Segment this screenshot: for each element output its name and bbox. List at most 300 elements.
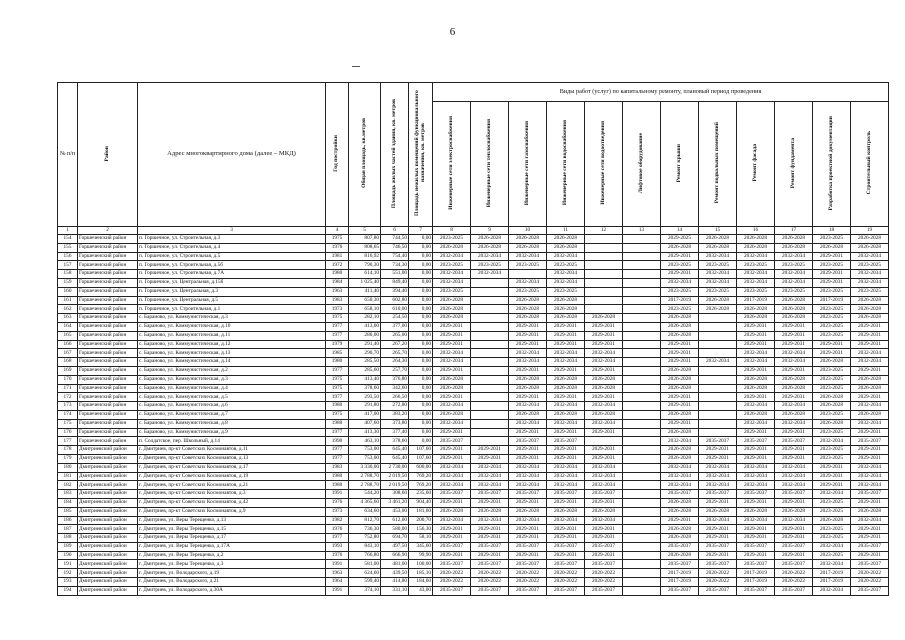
- table-cell-c16: 2029-2031: [737, 366, 775, 375]
- table-cell-c8: 2020-2022: [433, 569, 471, 578]
- header-works-title: Виды работ (услуг) по капитальному ремонту, плановый период проведения: [433, 83, 889, 102]
- table-cell-c10: 2026-2028: [509, 314, 547, 323]
- table-cell-district: Дмитриевский район: [78, 551, 138, 560]
- table-cell-district: Дмитриевский район: [78, 507, 138, 516]
- table-cell-c18: 2023-2025: [813, 498, 851, 507]
- table-cell-c15: 2026-2028: [699, 243, 737, 252]
- table-cell-address: г. Дмитриев, ул. Володарского, д.19: [138, 569, 326, 578]
- table-cell-n: 184: [58, 498, 78, 507]
- table-cell-c17: 2026-2028: [775, 384, 813, 393]
- table-cell-c17: 2035-2037: [775, 542, 813, 551]
- table-cell-living: 265,70: [381, 349, 409, 358]
- table-cell-living: 610,00: [381, 305, 409, 314]
- table-cell-c14: 2026-2028: [661, 410, 699, 419]
- table-cell-c10: 2032-2034: [509, 472, 547, 481]
- table-cell-address: с. Бараново, ул. Коммунистическая, д.7: [138, 410, 326, 419]
- table-cell-c14: 2026-2028: [661, 243, 699, 252]
- table-row: [58, 322, 889, 331]
- table-cell-nonliving: 0,00: [409, 410, 433, 419]
- table-cell-c13: [623, 366, 661, 375]
- table-cell-c14: 2029-2031: [661, 516, 699, 525]
- table-cell-address: г. Дмитриев, ул. Веры Терещенко, д.17А: [138, 542, 326, 551]
- table-cell-c13: [623, 384, 661, 393]
- table-cell-c14: 2026-2028: [661, 384, 699, 393]
- table-cell-c18: 2023-2025: [813, 375, 851, 384]
- table-row: [58, 481, 889, 490]
- table-cell-c12: 2032-2034: [585, 472, 623, 481]
- table-cell-living: 3 461,20: [381, 498, 409, 507]
- table-cell-c12: 2029-2031: [585, 366, 623, 375]
- table-cell-c10: 2032-2034: [509, 278, 547, 287]
- table-cell-c8: 2032-2034: [433, 481, 471, 490]
- table-cell-living: 645,40: [381, 454, 409, 463]
- table-cell-c15: [699, 322, 737, 331]
- table-cell-total: 290,70: [349, 349, 381, 358]
- table-cell-c8: 2023-2025: [433, 235, 471, 244]
- table-cell-c15: [699, 410, 737, 419]
- table-cell-c10: 2029-2031: [509, 454, 547, 463]
- table-cell-c16: 2035-2037: [737, 586, 775, 595]
- table-cell-c16: 2026-2028: [737, 243, 775, 252]
- header-work-type: Разработка проектной документации: [813, 102, 851, 227]
- table-cell-total: 544,20: [349, 490, 381, 499]
- table-cell-c16: 2029-2031: [737, 428, 775, 437]
- table-cell-c12: 2032-2034: [585, 419, 623, 428]
- table-cell-c14: 2026-2028: [661, 366, 699, 375]
- table-cell-c14: 2029-2031: [661, 402, 699, 411]
- table-cell-nonliving: 600,00: [409, 463, 433, 472]
- table-cell-n: 161: [58, 296, 78, 305]
- table-row: [58, 375, 889, 384]
- table-cell-nonliving: 100,00: [409, 560, 433, 569]
- table-cell-c12: 2020-2022: [585, 578, 623, 587]
- table-cell-address: с. Бараново, ул. Коммунистическая, д.13: [138, 349, 326, 358]
- table-row: [58, 296, 889, 305]
- table-cell-c9: 2026-2028: [471, 235, 509, 244]
- table-cell-c13: [623, 375, 661, 384]
- table-cell-c18: 2026-2028: [813, 516, 851, 525]
- table-cell-n: 180: [58, 463, 78, 472]
- table-cell-c8: 2029-2031: [433, 340, 471, 349]
- table-cell-c13: [623, 542, 661, 551]
- table-cell-c12: 2029-2031: [585, 551, 623, 560]
- table-cell-c12: [585, 235, 623, 244]
- table-cell-address: с. Бараново, ул. Коммунистическая, д.10: [138, 322, 326, 331]
- table-cell-c12: 2020-2022: [585, 569, 623, 578]
- table-cell-c13: [623, 402, 661, 411]
- table-cell-living: 414,80: [381, 578, 409, 587]
- table-cell-c11: 2026-2028: [547, 410, 585, 419]
- table-cell-c15: [699, 402, 737, 411]
- table-row: [58, 578, 889, 587]
- column-index: 3: [138, 227, 326, 235]
- table-cell-c12: 2026-2028: [585, 314, 623, 323]
- table-cell-c18: 2026-2028: [813, 243, 851, 252]
- table-cell-total: 658,10: [349, 305, 381, 314]
- table-cell-district: Горшеченский район: [78, 419, 138, 428]
- table-cell-c9: 2032-2034: [471, 252, 509, 261]
- table-cell-year: 1975: [326, 410, 349, 419]
- table-cell-c8: 2032-2034: [433, 270, 471, 279]
- table-cell-district: Горшеченский район: [78, 349, 138, 358]
- table-row: [58, 454, 889, 463]
- table-cell-district: Дмитриевский район: [78, 498, 138, 507]
- table-cell-c16: 2026-2028: [737, 384, 775, 393]
- table-cell-c8: 2032-2034: [433, 358, 471, 367]
- table-cell-c8: 2035-2037: [433, 490, 471, 499]
- table-cell-year: 1980: [326, 481, 349, 490]
- table-cell-c14: 2023-2025: [661, 305, 699, 314]
- table-cell-nonliving: 235,60: [409, 490, 433, 499]
- table-row: [58, 331, 889, 340]
- table-cell-c16: 2026-2028: [737, 314, 775, 323]
- table-cell-c15: 2032-2034: [699, 481, 737, 490]
- table-cell-nonliving: 0,00: [409, 437, 433, 446]
- table-cell-c15: 2026-2028: [699, 235, 737, 244]
- table-cell-address: с. Бараново, ул. Коммунистическая, д.3: [138, 314, 326, 323]
- table-cell-c18: 2029-2031: [813, 481, 851, 490]
- table-cell-c9: [471, 366, 509, 375]
- table-cell-address: п. Горшечное, ул. Строительная, д.3: [138, 235, 326, 244]
- table-cell-district: Горшеченский район: [78, 252, 138, 261]
- table-cell-c10: 2032-2034: [509, 358, 547, 367]
- table-cell-year: 1977: [326, 366, 349, 375]
- table-cell-c15: 2029-2031: [699, 551, 737, 560]
- table-cell-nonliving: 99,90: [409, 551, 433, 560]
- table-cell-nonliving: 0,00: [409, 287, 433, 296]
- table-cell-address: г. Дмитриев, пр-кт Советских Космонавтов, д.13: [138, 454, 326, 463]
- table-cell-address: г. Дмитриев, ул. Володарского, д.21: [138, 578, 326, 587]
- table-cell-c11: 2035-2037: [547, 542, 585, 551]
- table-cell-c18: 2029-2031: [813, 278, 851, 287]
- table-cell-nonliving: 107,60: [409, 454, 433, 463]
- table-cell-district: Дмитриевский район: [78, 454, 138, 463]
- table-cell-c15: [699, 349, 737, 358]
- table-cell-c17: 2032-2034: [775, 252, 813, 261]
- table-cell-c13: [623, 322, 661, 331]
- table-cell-c12: 2035-2037: [585, 542, 623, 551]
- table-cell-c9: [471, 349, 509, 358]
- table-cell-c12: 2035-2037: [585, 490, 623, 499]
- table-cell-c11: 2032-2034: [547, 516, 585, 525]
- table-cell-c18: 2023-2025: [813, 525, 851, 534]
- table-cell-c13: [623, 454, 661, 463]
- table-cell-c17: 2029-2031: [775, 551, 813, 560]
- table-cell-nonliving: 0,00: [409, 358, 433, 367]
- column-index: 19: [851, 227, 889, 235]
- table-cell-c12: 2026-2028: [585, 384, 623, 393]
- table-cell-c16: 2032-2034: [737, 358, 775, 367]
- table-cell-nonliving: 904,40: [409, 498, 433, 507]
- table-cell-c12: 2035-2037: [585, 560, 623, 569]
- table-cell-living: 377,00: [381, 322, 409, 331]
- table-cell-total: 736,30: [349, 525, 381, 534]
- table-cell-address: г. Дмитриев, пр-кт Советских Космонавтов, д.42: [138, 498, 326, 507]
- table-cell-c10: 2026-2028: [509, 384, 547, 393]
- table-cell-year: 1975: [326, 235, 349, 244]
- table-cell-c16: 2032-2034: [737, 472, 775, 481]
- table-row: [58, 402, 889, 411]
- table-cell-c16: 2032-2034: [737, 252, 775, 261]
- table-cell-c16: 2029-2031: [737, 322, 775, 331]
- table-cell-c8: 2026-2028: [433, 507, 471, 516]
- table-cell-c13: [623, 305, 661, 314]
- table-cell-nonliving: 0,00: [409, 322, 433, 331]
- table-cell-c9: [471, 340, 509, 349]
- header-work-type: Строительный контроль: [851, 102, 889, 227]
- table-cell-district: Горшеченский район: [78, 296, 138, 305]
- table-row: [58, 270, 889, 279]
- table-cell-year: 1984: [326, 278, 349, 287]
- table-cell-year: 1975: [326, 375, 349, 384]
- table-cell-c11: 2032-2034: [547, 358, 585, 367]
- table-cell-c16: 2032-2034: [737, 402, 775, 411]
- table-row: [58, 410, 889, 419]
- table-cell-c11: 2029-2031: [547, 331, 585, 340]
- table-cell-c10: 2029-2031: [509, 525, 547, 534]
- column-index: 9: [471, 227, 509, 235]
- header-work-type: Ремонт подвальных помещений: [699, 102, 737, 227]
- table-cell-district: Горшеченский район: [78, 393, 138, 402]
- table-cell-address: п. Горшечное, ул. Центральная, д.15б: [138, 278, 326, 287]
- table-cell-c10: 2020-2022: [509, 578, 547, 587]
- table-cell-c19: 2023-2025: [851, 261, 889, 270]
- table-cell-c15: [699, 331, 737, 340]
- page-number: 6: [449, 26, 456, 38]
- table-cell-nonliving: 0,00: [409, 393, 433, 402]
- table-cell-c11: 2032-2034: [547, 481, 585, 490]
- table-cell-year: 1963: [326, 569, 349, 578]
- table-cell-c19: 2035-2037: [851, 560, 889, 569]
- table-cell-district: Дмитриевский район: [78, 463, 138, 472]
- table-cell-c13: [623, 551, 661, 560]
- table-cell-district: Горшеченский район: [78, 270, 138, 279]
- table-cell-c13: [623, 437, 661, 446]
- table-cell-c10: 2029-2031: [509, 446, 547, 455]
- table-cell-nonliving: 0,00: [409, 331, 433, 340]
- table-cell-c17: 2029-2031: [775, 428, 813, 437]
- header-living-area: Площадь жилых частей здания, кв. метров: [381, 83, 409, 227]
- table-cell-total: 2 788,70: [349, 481, 381, 490]
- table-cell-c17: 2029-2031: [775, 454, 813, 463]
- table-cell-c13: [623, 314, 661, 323]
- table-cell-c14: 2026-2028: [661, 314, 699, 323]
- table-cell-total: 650,30: [349, 296, 381, 305]
- table-cell-c10: 2032-2034: [509, 349, 547, 358]
- table-cell-c19: 2029-2031: [851, 551, 889, 560]
- table-cell-living: 694,70: [381, 534, 409, 543]
- table-cell-c13: [623, 243, 661, 252]
- table-cell-total: 374,10: [349, 586, 381, 595]
- table-cell-c10: 2035-2037: [509, 560, 547, 569]
- table-cell-c11: 2035-2037: [547, 560, 585, 569]
- table-cell-address: с. Бараново, ул. Коммунистическая, д.14: [138, 358, 326, 367]
- table-cell-living: 453,00: [381, 507, 409, 516]
- table-cell-c18: 2023-2025: [813, 287, 851, 296]
- table-cell-year: 1991: [326, 560, 349, 569]
- table-cell-address: г. Дмитриев, ул. Веры Терещенко, д.17: [138, 534, 326, 543]
- table-cell-total: 624,60: [349, 569, 381, 578]
- table-cell-living: 849,40: [381, 278, 409, 287]
- table-cell-living: 376,80: [381, 375, 409, 384]
- table-cell-c9: 2029-2031: [471, 446, 509, 455]
- table-cell-c18: 2029-2031: [813, 349, 851, 358]
- table-cell-c19: 2032-2034: [851, 402, 889, 411]
- table-cell-n: 192: [58, 569, 78, 578]
- table-cell-c9: [471, 428, 509, 437]
- table-row: [58, 278, 889, 287]
- table-cell-c12: [585, 437, 623, 446]
- table-cell-c17: 2020-2022: [775, 569, 813, 578]
- table-cell-nonliving: 769,20: [409, 472, 433, 481]
- table-cell-n: 169: [58, 366, 78, 375]
- table-cell-c19: 2035-2037: [851, 586, 889, 595]
- table-cell-c11: 2029-2031: [547, 498, 585, 507]
- table-cell-district: Горшеченский район: [78, 358, 138, 367]
- table-cell-year: 1977: [326, 454, 349, 463]
- table-cell-c10: 2026-2028: [509, 410, 547, 419]
- table-row: [58, 516, 889, 525]
- table-cell-c8: 2032-2034: [433, 349, 471, 358]
- table-cell-c9: 2029-2031: [471, 454, 509, 463]
- table-cell-district: Дмитриевский район: [78, 578, 138, 587]
- table-cell-c15: [699, 384, 737, 393]
- table-cell-total: 843,10: [349, 542, 381, 551]
- column-index: 4: [326, 227, 349, 235]
- table-cell-c10: 2023-2025: [509, 261, 547, 270]
- table-cell-nonliving: 58,10: [409, 534, 433, 543]
- header-total-area: Общая площадь, кв.метров: [349, 83, 381, 227]
- table-cell-total: 614,10: [349, 270, 381, 279]
- table-cell-living: 272,80: [381, 402, 409, 411]
- table-cell-c19: 2032-2034: [851, 252, 889, 261]
- table-cell-c10: 2023-2025: [509, 287, 547, 296]
- table-cell-c8: 2032-2034: [433, 252, 471, 261]
- header-work-type: Инженерные сети электроснабжения: [433, 102, 471, 227]
- column-index: 13: [623, 227, 661, 235]
- table-cell-c15: 2035-2037: [699, 437, 737, 446]
- table-cell-total: 790,30: [349, 261, 381, 270]
- header-work-type: Инженерные сети теплоснабжения: [471, 102, 509, 227]
- table-cell-c19: 2029-2031: [851, 340, 889, 349]
- table-cell-c9: [471, 278, 509, 287]
- table-cell-c12: [585, 296, 623, 305]
- table-cell-c17: 2032-2034: [775, 358, 813, 367]
- table-cell-district: Горшеченский район: [78, 384, 138, 393]
- table-cell-n: 157: [58, 261, 78, 270]
- table-cell-c19: 2032-2034: [851, 278, 889, 287]
- table-cell-c8: 2029-2031: [433, 393, 471, 402]
- table-cell-c16: 2032-2034: [737, 349, 775, 358]
- table-cell-c14: 2026-2028: [661, 446, 699, 455]
- table-cell-c17: 2029-2031: [775, 498, 813, 507]
- table-cell-year: 1991: [326, 490, 349, 499]
- table-cell-c9: [471, 358, 509, 367]
- table-cell-total: 291,80: [349, 402, 381, 411]
- table-cell-c18: 2023-2025: [813, 446, 851, 455]
- table-cell-c12: [585, 287, 623, 296]
- column-index: 6: [381, 227, 409, 235]
- table-cell-c14: 2029-2031: [661, 393, 699, 402]
- table-cell-c16: 2035-2037: [737, 490, 775, 499]
- table-cell-c14: 2017-2019: [661, 578, 699, 587]
- table-cell-c19: 2026-2028: [851, 314, 889, 323]
- table-cell-c15: 2032-2034: [699, 270, 737, 279]
- table-cell-c11: 2029-2031: [547, 534, 585, 543]
- table-cell-c9: [471, 402, 509, 411]
- table-cell-total: 753,00: [349, 454, 381, 463]
- table-cell-c17: 2029-2031: [775, 525, 813, 534]
- table-cell-c12: 2032-2034: [585, 358, 623, 367]
- header-year: Год постройки: [326, 83, 349, 227]
- table-cell-c12: 2026-2028: [585, 410, 623, 419]
- table-cell-c9: 2029-2031: [471, 498, 509, 507]
- table-cell-c17: 2029-2031: [775, 331, 813, 340]
- table-cell-c16: 2029-2031: [737, 454, 775, 463]
- table-cell-c19: 2029-2031: [851, 525, 889, 534]
- table-cell-year: 1979: [326, 340, 349, 349]
- table-cell-c17: 2032-2034: [775, 349, 813, 358]
- table-cell-c10: 2029-2031: [509, 322, 547, 331]
- table-cell-c8: 2032-2034: [433, 402, 471, 411]
- table-cell-c9: 2035-2037: [471, 490, 509, 499]
- table-cell-c16: 2029-2031: [737, 331, 775, 340]
- table-cell-c17: 2026-2028: [775, 375, 813, 384]
- table-cell-total: 293,50: [349, 393, 381, 402]
- table-cell-n: 179: [58, 454, 78, 463]
- table-row: [58, 252, 889, 261]
- table-cell-living: 612,00: [381, 516, 409, 525]
- table-cell-nonliving: 0,00: [409, 296, 433, 305]
- table-cell-nonliving: 769,20: [409, 481, 433, 490]
- table-cell-c13: [623, 534, 661, 543]
- table-cell-address: с. Бараново, ул. Коммунистическая, д.4: [138, 384, 326, 393]
- table-cell-c9: 2029-2031: [471, 525, 509, 534]
- table-cell-c12: [585, 270, 623, 279]
- table-cell-n: 170: [58, 375, 78, 384]
- table-cell-c8: 2029-2031: [433, 498, 471, 507]
- table-cell-c11: 2032-2034: [547, 252, 585, 261]
- table-cell-c14: 2029-2025: [661, 235, 699, 244]
- table-cell-district: Дмитриевский район: [78, 472, 138, 481]
- table-cell-c11: 2026-2028: [547, 305, 585, 314]
- table-cell-c13: [623, 578, 661, 587]
- table-cell-nonliving: 0,00: [409, 375, 433, 384]
- table-cell-living: 551,00: [381, 270, 409, 279]
- table-cell-address: п. Солдатское, пер. Школьный, д.14: [138, 437, 326, 446]
- table-cell-living: 254,50: [381, 314, 409, 323]
- column-index: 16: [737, 227, 775, 235]
- table-cell-c17: 2029-2031: [775, 322, 813, 331]
- table-cell-c10: 2026-2028: [509, 507, 547, 516]
- table-row: [58, 314, 889, 323]
- table-cell-c12: 2032-2034: [585, 349, 623, 358]
- table-cell-c9: 2023-2025: [471, 261, 509, 270]
- table-cell-c16: 2023-2025: [737, 287, 775, 296]
- table-cell-total: 816,92: [349, 252, 381, 261]
- table-row: [58, 542, 889, 551]
- table-cell-n: 194: [58, 586, 78, 595]
- table-cell-c16: 2035-2037: [737, 437, 775, 446]
- table-cell-c14: 2035-2037: [661, 560, 699, 569]
- table-cell-nonliving: 0,00: [409, 235, 433, 244]
- table-cell-district: Дмитриевский район: [78, 560, 138, 569]
- table-cell-total: 3 330,00: [349, 463, 381, 472]
- table-cell-c8: 2026-2028: [433, 410, 471, 419]
- table-cell-c18: 2023-2025: [813, 534, 851, 543]
- table-cell-c14: 2029-2031: [661, 349, 699, 358]
- table-cell-c8: 2026-2028: [433, 243, 471, 252]
